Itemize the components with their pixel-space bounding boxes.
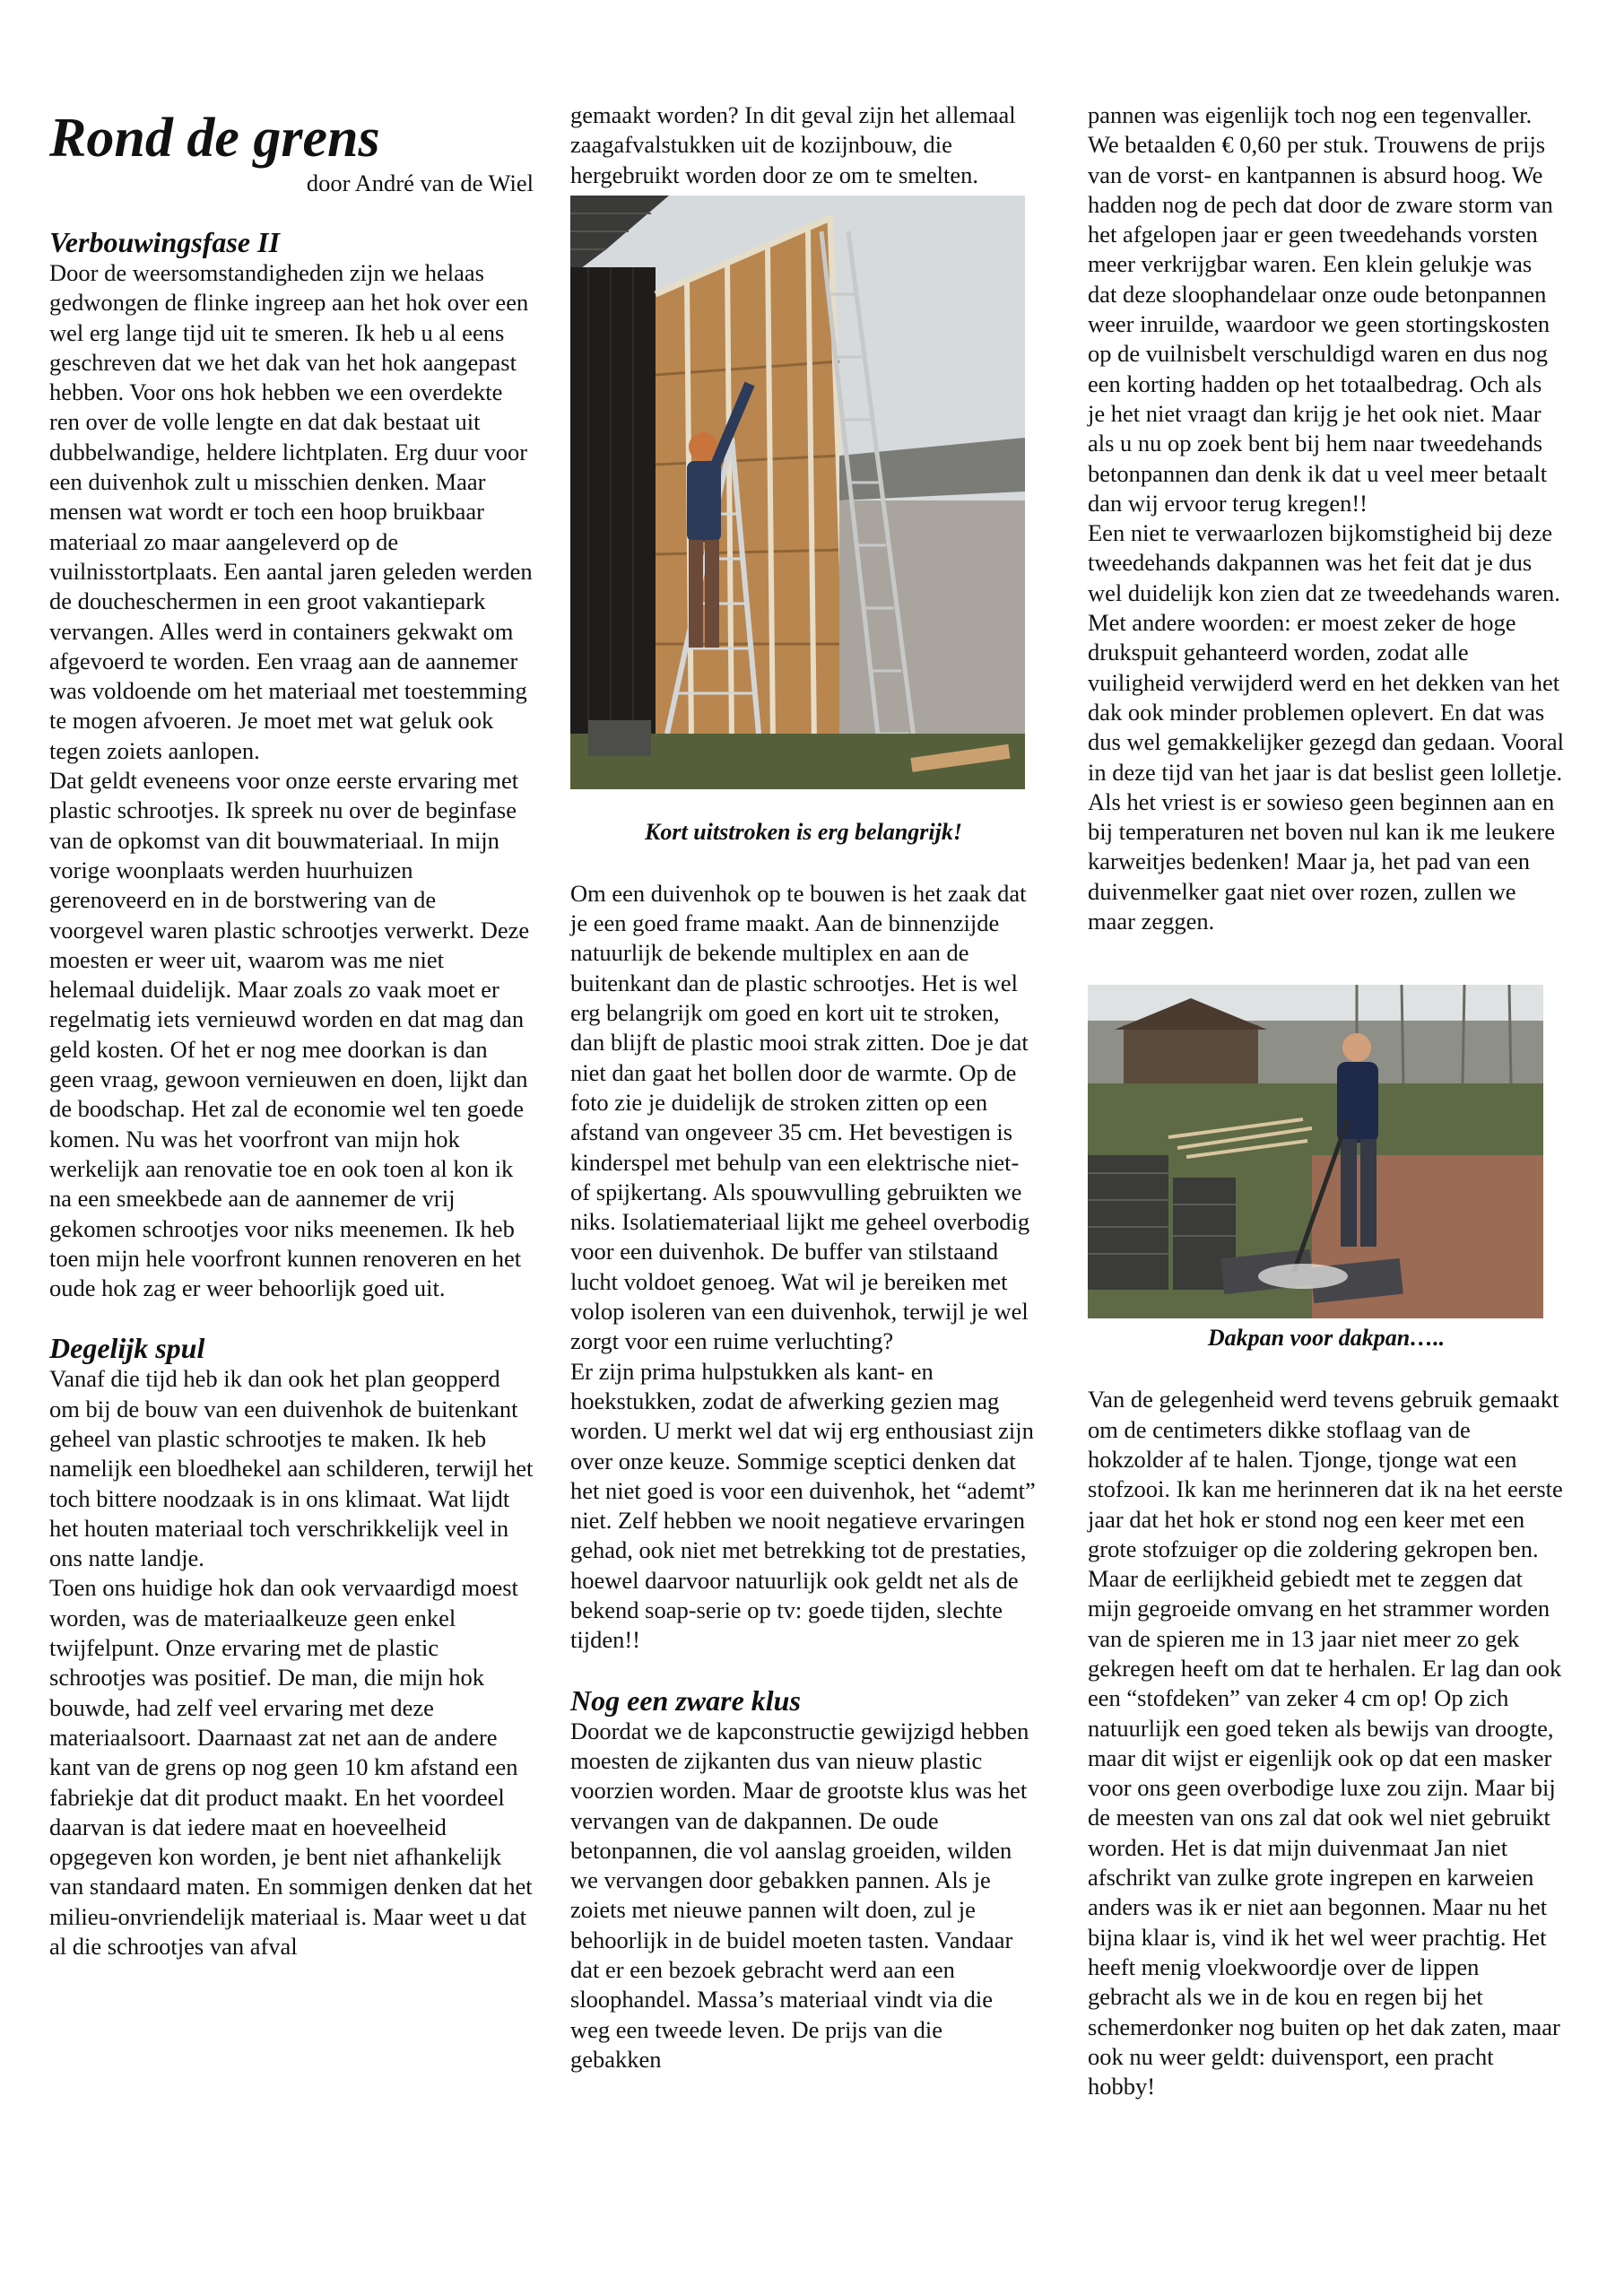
photo-ladder-construction	[570, 196, 1025, 789]
photo-caption: Dakpan voor dakpan…..	[1207, 1325, 1446, 1352]
photo-pressure-washing-tiles	[1088, 985, 1543, 1318]
paragraph: gemaakt worden? In dit geval zijn het allemaal zaagafvalstukken uit de kozijnbouw, die hergebruikt worden door ze om te smelten.	[570, 101, 1016, 188]
paragraph: Er zijn prima hulpstukken als kant- en hoekstukken, zodat de afwerking gezien mag worden. U merkt wel dat wij erg enthousiast zijn over onze keuze. Sommige sceptici denken dat het niet goed is voor een duivenhok, het “ademt” niet. Zelf hebben we nooit negatieve ervaringen gehad, ook niet met betrekking tot de prestaties, hoewel daarvoor natuurlijk ook geldt net als de bekend soap-serie op tv: goede tijden, slechte tijden!!	[570, 1357, 1036, 1654]
paragraph: Om een duivenhok op te bouwen is het zaak dat je een goed frame maakt. Aan de binnenzijde natuurlijk de bekende multiplex en aan de buitenkant dan de plastic schrootjes. Het is wel erg belangrijk om goed en kort uit te stroken, dan blijft de plastic mooi strak zitten. Doe je dat niet dan gaat het bollen door de warmte. Op de foto zie je duidelijk de stroken zitten op een afstand van ongeveer 35 cm. Het bevestigen is kinderspel met behulp van een elektrische niet- of spijkertang. Als spouwvulling gebruikten we niks. Isolatiemateriaal lijkt me geheel overbodig voor een duivenhok. De buffer van stilstaand lucht voldoet genoeg. Wat wil je bereiken met volop isoleren van een duivenhok, terwijl je wel zorgt voor een ruime verluchting?	[570, 879, 1030, 1355]
paragraph: Van de gelegenheid werd tevens gebruik gemaakt om de centimeters dikke stoflaag van de hokzolder af te halen. Tjonge, tjonge wat een stofzooi. Ik kan me herinneren dat ik na het eerste jaar dat het hok er stond nog een keer met een grote stofzuiger op die zoldering gekropen ben. Maar de eerlijkheid gebiedt met te zeggen dat mijn gegroeide omvang en het strammer worden van de spieren me in 13 jaar niet meer zo gek gekregen heeft om dat te herhalen. Er lag dan ook een “stofdeken” van zeker 4 cm op! Op zich natuurlijk een goed teken als bewijs van droogte, maar dit wijst er eigenlijk ook op dat een masker voor ons geen overbodige luxe zou zijn. Maar bij de meesten van ons zal dat ook wel niet gebruikt worden. Het is dat mijn duivenmaat Jan niet afschrikt van zulke grote ingrepen en karweien anders was ik er niet aan begonnen. Maar nu het bijna klaar is, vind ik het wel weer prachtig. Het heeft menig vloekwoordje over de lippen gebracht als we in de kou en regen bij het schemerdonker nog buiten op het dak zaten, maar ook nu weer geldt: duivensport, een pracht hobby!	[1088, 1386, 1563, 2100]
section-heading-verbouwingsfase: Verbouwingsfase II	[49, 226, 280, 258]
column-3	[1088, 100, 1565, 2101]
paragraph: Door de weersomstandigheden zijn we helaas gedwongen de flinke ingreep aan het hok over een wel erg lange tijd uit te smeren. Ik heb u al eens geschreven dat we het dak van het hok aangepast hebben. Voor ons hok hebben we een overdekte ren over de volle lengte en dat dak bestaat uit dubbelwandige, heldere lichtplaten. Erg duur voor een duivenhok zult u misschien denken. Maar mensen wat wordt er toch een hoop bruikbaar materiaal zo maar aangeleverd op de vuilnisstortplaats. Een aantal jaren geleden werden de doucheschermen in een groot vakantiepark vervangen. Alles werd in containers gekwakt om afgevoerd te worden. Een vraag aan de aannemer was voldoende om het materiaal met toestemming te mogen afvoeren. Je moet met wat geluk ook tegen zoiets aanlopen.	[49, 259, 533, 764]
paragraph: Dat geldt eveneens voor onze eerste ervaring met plastic schrootjes. Ik spreek nu over de beginfase van de opkomst van dit bouwmateriaal. In mijn vorige woonplaats werden huurhuizen gerenoveerd en in de borstwering van de voorgevel waren plastic schrootjes verwerkt. Deze moesten er weer uit, waarom was me niet helemaal duidelijk. Maar zoals zo vaak moet er regelmatig iets vernieuwd worden en dat mag dan geld kosten. Of het er nog mee doorkan is dan geen vraag, gewoon vernieuwen en doen, lijkt dan de boodschap. Het zal de economie wel ten goede komen. Nu was het voorfront van mijn hok werkelijk aan renovatie toe en ook toen al kon ik na een smeekbede aan de aannemer de vrij gekomen schrootjes voor niks meenemen. Ik heb toen mijn hele voorfront kunnen renoveren en het oude hok zag er weer behoorlijk goed uit.	[49, 767, 530, 1302]
photo-caption: Kort uitstroken is erg belangrijk!	[645, 818, 962, 845]
column-1	[49, 100, 534, 1961]
paragraph: Doordat we de kapconstructie gewijzigd hebben moesten de zijkanten dus van nieuw plastic voorzien worden. Maar de grootste klus was het vervangen van de dakpannen. De oude betonpannen, die vol aanslag groeiden, wilden we vervangen door gebakken pannen. Als je zoiets met nieuwe pannen wilt doen, zul je behoorlijk in de buidel moeten tasten. Vandaar dat er een bezoek gebracht werd aan een sloophandel. Massa’s materiaal vindt via die weg een tweede leven. De prijs van die gebakken	[570, 1717, 1029, 2073]
column-2	[570, 100, 1037, 2074]
section-heading-zware-klus: Nog een zware klus	[570, 1683, 801, 1717]
paragraph: pannen was eigenlijk toch nog een tegenvaller. We betaalden € 0,60 per stuk. Trouwens de prijs van de vorst- en kantpannen is absurd hoog. We hadden nog de pech dat door de zware storm van het afgelopen jaar er geen tweedehands vorsten meer verkrijgbar waren. Een klein gelukje was dat deze sloophandelaar onze oude betonpannen weer inruilde, waardoor we geen stortingskosten op de vuilnisbelt verschuldigd waren en dus nog een korting hadden op het totaalbedrag. Och als je het niet vraagt dan krijg je het ook niet. Maar als u nu op zoek bent bij hem naar tweedehands betonpannen dan denk ik dat u veel meer betaalt dan wij ervoor terug kregen!!	[1088, 101, 1553, 517]
section-heading-degelijk-spul: Degelijk spul	[49, 1332, 205, 1365]
paragraph: Een niet te verwaarlozen bijkomstigheid bij deze tweedehands dakpannen was het feit dat je dus wel duidelijk kon zien dat ze tweedehands waren. Met andere woorden: er moest zeker de hoge drukspuit gehanteerd worden, zodat alle vuiligheid verwijderd werd en het dekken van het dak ook minder problemen oplevert. En dat was dus wel gemakkelijker gezegd dan gedaan. Vooral in deze tijd van het jaar is dat beslist geen lolletje. Als het vriest is er sowieso geen beginnen aan en bij temperaturen net boven nul kan ik me leukere karweitjes bedenken! Maar ja, het pad van een duivenmelker gaat niet over rozen, zullen we maar zeggen.	[1088, 519, 1565, 935]
article-author: door André van de Wiel	[306, 170, 534, 196]
paragraph: Toen ons huidige hok dan ook vervaardigd moest worden, was de materiaalkeuze geen enkel twijfelpunt. Onze ervaring met de plastic schrootjes was positief. De man, die mijn hok bouwde, had zelf veel ervaring met deze materiaalsoort. Daarnaast zat net aan de andere kant van de grens op nog geen 10 km afstand een fabriekje dat dit product maakt. En het voordeel daarvan is dat iedere maat en hoeveelheid opgegeven kon worden, je bent niet afhankelijk van standaard maten. En sommigen denken dat het milieu-onvriendelijk materiaal is. Maar weet u dat al die schrootjes van afval	[49, 1574, 533, 1961]
paragraph: Vanaf die tijd heb ik dan ook het plan geopperd om bij de bouw van een duivenhok de buitenkant geheel van plastic schrootjes te maken. Ik heb namelijk een bloedhekel aan schilderen, terwijl het toch bittere noodzaak is in ons klimaat. Wat lijdt het houten materiaal toch verschrikkelijk veel in ons natte landje.	[49, 1365, 534, 1572]
article-title: Rond de grens	[49, 108, 380, 169]
